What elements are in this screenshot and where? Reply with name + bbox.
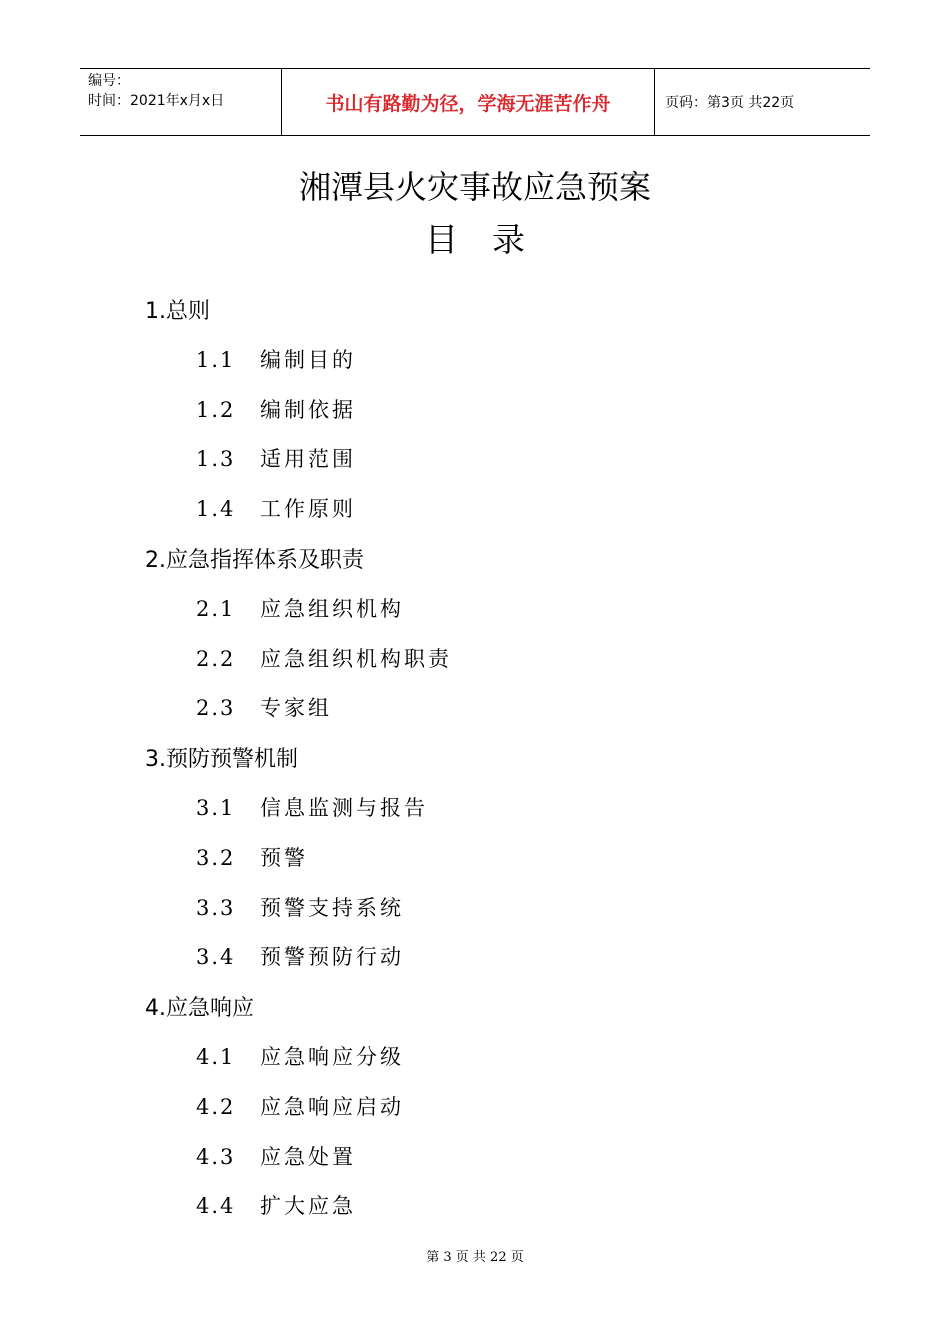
toc-subsection-number: 1.3 (196, 447, 236, 472)
document-number-label: 编号： (88, 73, 130, 89)
page-header (80, 68, 870, 136)
toc-subsection-text: 工作原则 (260, 497, 356, 522)
toc-subsection (196, 1091, 404, 1121)
toc-subsection (196, 1190, 356, 1220)
toc-subsection-text: 扩大应急 (260, 1194, 356, 1219)
toc-subsection-text: 应急组织机构职责 (260, 646, 452, 671)
toc-subsection-text: 预警预防行动 (260, 945, 404, 970)
toc-subsection-text: 适用范围 (260, 447, 356, 472)
toc-subsection (196, 842, 308, 872)
toc-subsection-text: 应急组织机构 (260, 596, 404, 621)
toc-subsection (196, 593, 404, 623)
toc-subsection (196, 892, 404, 922)
toc-subsection-text: 信息监测与报告 (260, 796, 428, 820)
toc-subsection (196, 692, 332, 722)
toc-subsection (196, 394, 356, 424)
toc-heading: 目录 (425, 220, 559, 259)
toc-subsection-text: 编制依据 (260, 397, 356, 422)
toc-section: 1.总则 (145, 299, 210, 324)
header-page-info: 页码：第3页 共22页 (665, 95, 795, 111)
document-title: 湘潭县火灾事故应急预案 (298, 168, 651, 206)
document-time-label: 时间：2021年x月x日 (88, 93, 225, 109)
toc-subsection (196, 1141, 356, 1171)
toc-subsection (196, 493, 356, 523)
toc-subsection-number: 2.2 (196, 646, 236, 671)
toc-subsection-text: 预警 (260, 845, 308, 870)
page-footer: 第 3 页 共 22 页 (426, 1250, 524, 1265)
toc-section: 3.预防预警机制 (145, 747, 298, 773)
toc-subsection (196, 643, 452, 673)
toc-subsection-text: 应急处置 (260, 1144, 356, 1169)
header-motto: 书山有路勤为径，学海无涯苦作舟 (325, 92, 611, 115)
toc-subsection-number: 3.2 (196, 845, 236, 870)
toc-subsection (196, 443, 356, 473)
toc-subsection-number: 1.1 (196, 347, 236, 372)
toc-subsection (196, 344, 356, 374)
toc-section: 4.应急响应 (145, 996, 254, 1022)
header-motto-cell (282, 69, 655, 135)
toc-subsection-number: 1.4 (196, 497, 236, 522)
header-page-info-cell (655, 69, 870, 135)
toc-subsection-text: 应急响应分级 (260, 1045, 404, 1069)
toc-subsection-number: 3.3 (196, 895, 236, 920)
toc-subsection-text: 专家组 (260, 696, 332, 721)
toc-subsection-number: 1.2 (196, 397, 236, 422)
toc-subsection (196, 941, 404, 971)
toc-section: 2.应急指挥体系及职责 (145, 548, 364, 573)
toc-subsection-number: 3.1 (196, 796, 236, 820)
toc-subsection (196, 792, 428, 822)
toc-subsection-number: 4.4 (196, 1194, 236, 1219)
toc-subsection-number: 4.2 (196, 1094, 236, 1119)
toc-subsection-number: 4.3 (196, 1144, 236, 1169)
header-meta-cell (80, 69, 282, 135)
toc-subsection-text: 预警支持系统 (260, 895, 404, 920)
toc-subsection-number: 2.3 (196, 696, 236, 721)
toc-subsection (196, 1041, 404, 1071)
toc-subsection-number: 4.1 (196, 1045, 236, 1069)
toc-subsection-text: 应急响应启动 (260, 1094, 404, 1119)
toc-subsection-number: 2.1 (196, 596, 236, 621)
toc-subsection-text: 编制目的 (260, 347, 356, 372)
toc-subsection-number: 3.4 (196, 945, 236, 970)
